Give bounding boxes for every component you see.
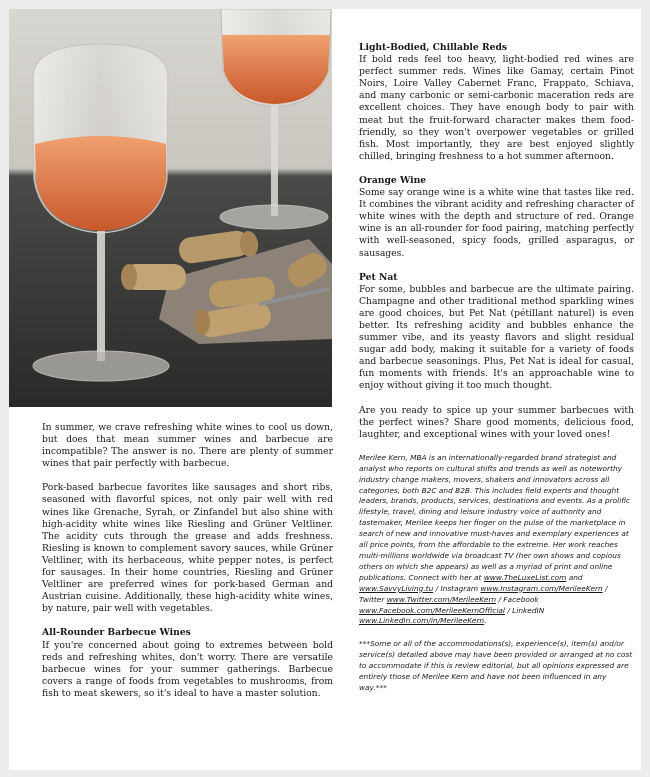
- bio-text: Merilee Kern, MBA is an internationally-regarded brand strategist and analyst who reports on cultural shifts and trends as well as noteworthy industry change makers, movers, shakers and innovators across all categories, both B2C and B2B. This includes field experts and thought leaders, brands, products, services, destinations and events. As a prolific lifestyle, travel, dining and leisure industry voice of authority and tastemaker, Merilee keeps her finger on the pulse of the marketplace in search of new and innovative must-haves and exemplary experiences at all price points, from the affordable to the extreme. Her work reaches multi-millions worldwide via broadcast TV (her own shows and copious others on which she appears) as well as a myriad of print and online publications. Connect with her at: [359, 452, 631, 582]
- section-body: For some, bubbles and barbecue are the ultimate pairing. Champagne and other traditional method sparkling wines are good choices, but Pet Nat (pétillant naturel) is even better. Its refreshing acidity and bubbles enhance the summer vibe, and its yeasty flavors and slight residual sugar add body, making it suitable for a variety of foods and barbecue seasonings. Plus, Pet Nat is ideal for casual, fun moments with friends. It's an approachable wine to enjoy without giving it too much thought.: [359, 283, 634, 392]
- magazine-page: [9, 9, 641, 770]
- facebook-link[interactable]: www.Facebook.com/MerileeKernOfficial: [359, 605, 505, 615]
- section-body: Some say orange wine is a white wine that tastes like red. It combines the vibrant acidity and refreshing character of white wines with the depth and structure of red. Orange wine is an all-rounder for food pairing, matching perfectly with well-seasoned, spicy foods, grilled asparagus, or sausages.: [359, 187, 634, 259]
- twitter-label: / Twitter: [359, 583, 608, 604]
- linkedin-label: / LinkedIN: [504, 605, 545, 615]
- luxelist-link[interactable]: www.TheLuxeList.com: [483, 572, 567, 582]
- bio-and: and: [566, 572, 583, 582]
- section-body: If bold reds feel too heavy, light-bodied red wines are perfect summer reds. Wines like Gamay, certain Pinot Noirs, Loire Valley Cabernet Franc, Frappato, Schiava, and many carbonic or semi-carbonic maceration reds are excellent choices. They have enough body to pair with meat but the fruit-forward character makes them food-friendly, so they won't overpower vegetables or grilled fish. Most importantly, they are best enjoyed slightly chilled, bringing freshness to a hot summer afternoon.: [359, 54, 634, 162]
- facebook-label: / Facebook: [496, 594, 539, 604]
- linkedin-link[interactable]: www.LinkedIn.com/in/MerileeKern: [359, 616, 485, 626]
- section-heading: All-Rounder Barbecue Wines: [42, 627, 191, 639]
- pork-paragraph: Pork-based barbecue favorites like sausages and short ribs, seasoned with flavorful spices, not only pair well with red wines like Grenache, Syrah, or Zinfandel but also shine with high-acidity white wines like Riesling and Grüner Veltliner. The acidity cuts through the grease and adds freshness. Riesling is known to complement savory sauces, while Grüner Veltliner, with its herbaceous, white pepper notes, is perfect for sausages. In their home countries, Riesling and Grüner Veltliner are preferred wines for pork-based German and Austrian cuisine. Additionally, these high-acidity white wines, by nature, pair well with vegetables.: [42, 482, 333, 615]
- section-heading: Light-Bodied, Chillable Reds: [359, 42, 508, 53]
- instagram-label: / Instagram: [433, 583, 479, 593]
- right-column: [359, 42, 634, 706]
- rose-wine-glasses-image: [9, 9, 332, 407]
- closing-paragraph: Are you ready to spice up your summer barbecues with the perfect wines? Share good moments, delicious food, laughter, and exceptional wines with your loved ones!: [359, 404, 634, 440]
- wine-photo: [9, 9, 332, 407]
- section-body: If you're concerned about going to extremes between bold reds and refreshing whites, don't worry. There are versatile barbecue wines for your summer gatherings. Barbecue covers a range of foods from vegetables to mushrooms, from fish to meat skewers, so it's ideal to have a master solution.: [42, 639, 333, 699]
- left-column: [42, 422, 333, 712]
- savvyliving-link[interactable]: www.SavvyLiving.tu: [359, 583, 434, 593]
- twitter-link[interactable]: www.Twitter.com/MerileeKern: [386, 594, 497, 604]
- section-heading: Pet Nat: [359, 271, 398, 283]
- bio-end: .: [484, 616, 487, 626]
- instagram-link[interactable]: www.Instagram.com/MerileeKern: [480, 583, 603, 593]
- section-heading: Orange Wine: [359, 174, 427, 186]
- author-bio: [359, 453, 634, 628]
- intro-paragraph: In summer, we crave refreshing white wines to cool us down, but does that mean summer wines and barbecue are incompatible? The answer is no. There are plenty of summer wines that pair perfectly with barbecue.: [42, 422, 333, 470]
- disclaimer: ***Some or all of the accommodations(s), experience(s), item(s) and/or service(s) detailed above may have been provided or arranged at no cost to accommodate if this is review editorial, but all opinions expressed are entirely those of Merilee Kern and have not been influenced in any way.***: [359, 639, 633, 692]
